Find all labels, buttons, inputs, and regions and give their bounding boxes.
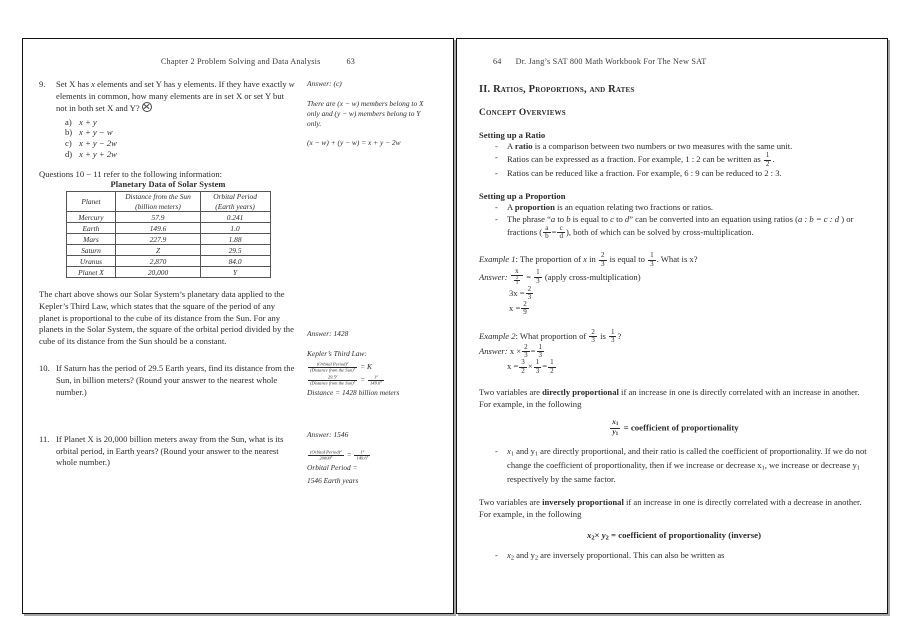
direct-p-pre: Two variables are (479, 386, 543, 397)
ex2-qf2-den: 3 (610, 335, 615, 344)
question-11 (39, 434, 297, 469)
ex1-qf1-num: 2 (600, 251, 605, 260)
choice-d-expr: x + y + 2w (79, 148, 117, 159)
direct-eq-den (610, 428, 620, 437)
q11-eq-lden (308, 455, 344, 461)
example-1-answer-line-2 (479, 286, 869, 301)
q10-eq2-rden (368, 380, 384, 386)
table-row (66, 234, 270, 245)
ex2-q-fraction-1 (589, 329, 597, 344)
inverse-eq-x: x (586, 529, 592, 540)
q10-eq1-rhs: = K (360, 362, 372, 371)
cell-distance: 149.6 (116, 223, 200, 234)
inverse-b-s3: are inversely proportional. This can also be written as (538, 550, 725, 561)
ex1-l1-fnum: x (515, 266, 519, 275)
direct-b-s4: , we increase or decrease y (764, 459, 857, 470)
inverse-b-x2: x (507, 550, 511, 561)
prop-b2-b: b (566, 213, 571, 224)
prop-b2-ratio: a : b = c : d (797, 213, 840, 224)
ex1-q-pre: : The proportion of (515, 254, 584, 265)
prop-b2-fraction-2 (557, 225, 565, 240)
choice-c[interactable] (65, 138, 297, 149)
cell-period: 0.241 (200, 212, 270, 223)
q10-eq1-fraction (308, 362, 357, 373)
right-page (456, 38, 888, 614)
header-period-l2: (Earth years) (215, 201, 255, 211)
q10-eq1-num-text: (Orbital Period) (316, 360, 347, 366)
question-9-text (56, 79, 297, 115)
ex2-l2-f3-num: 1 (550, 358, 554, 367)
inverse-proportion-paragraph (479, 497, 869, 521)
direct-p-bold: directly proportional (542, 386, 619, 397)
direct-eq-rhs: = coefficient of proportionality (623, 422, 739, 433)
cell-distance: Z (116, 245, 200, 256)
ex2-l2-f2-den: 3 (535, 366, 540, 375)
prop-b2-f2-den: d (559, 232, 563, 241)
ex1-l1-rden: 3 (536, 276, 540, 285)
ex1-qf1-den: 3 (600, 259, 605, 268)
q9-answer: Answer: (c) (307, 79, 342, 88)
prop-b2-c: c (610, 213, 614, 224)
q11-eq-left-fraction (308, 450, 344, 461)
prop-b2-f1-num: a (545, 224, 549, 232)
ex2-l2-lhs: x = (507, 361, 519, 372)
inverse-eq-y: y (601, 529, 606, 540)
q11-result-line-1: Orbital Period = (307, 463, 358, 472)
ratio-b2-pre: Ratios can be expressed as a fraction. For example, 1 : 2 can be written as (507, 154, 763, 165)
q10-eq2-rnum-exp: 2 (376, 373, 378, 378)
direct-b-s3: are directly proportional, and their ratio is called the coefficient of proportionality. If we do not change the coefficient of proportionality, then if we increase or decrease x (507, 446, 867, 470)
table-row (66, 245, 270, 256)
margin-spacer-1 (307, 157, 435, 329)
q10-eq2-rden-text: 149.6 (369, 379, 381, 385)
q9-seg3: elements in common, how many elements are in set X or set Y but not in both set X and Y? (56, 90, 284, 114)
prop-b1-pre: A (507, 202, 515, 213)
ex1-l1-left-fraction (511, 268, 523, 286)
planetary-data-table (66, 191, 271, 278)
choice-b-expr: x + y − w (79, 127, 113, 138)
table-row (66, 212, 270, 223)
ratio-bullet-1 (493, 141, 869, 152)
ex2-qf1-den: 3 (591, 335, 595, 344)
ex2-l2-f2-num: 1 (535, 358, 540, 367)
ex2-l2-fraction-1 (519, 359, 527, 374)
header-period-l1: Orbital Period (213, 192, 257, 202)
ratio-b1-post: is a comparison between two numbers or two measures with the same unit. (532, 141, 793, 151)
prop-b2-s4: to (613, 213, 625, 224)
inverse-proportion-bullet-list (479, 550, 869, 564)
example-2-question (479, 329, 869, 344)
ratio-bullet-3: - Ratios can be reduced like a fraction. For example, 6 : 9 can be reduced to 2 : 3. (493, 168, 869, 179)
direct-eq-num-sub: 1 (615, 421, 619, 428)
left-main-column (39, 79, 297, 488)
direct-b-sub1: 1 (510, 450, 514, 458)
question-11-text: If Planet X is 20,000 billion meters away from the Sun, what is its orbital period, in Earth years? (Round your answer to the nearest whole number.) (56, 434, 284, 468)
left-page-folio: 63 (346, 57, 356, 66)
margin-spacer-2 (307, 400, 435, 430)
prop-b2-f1-den: b (545, 232, 549, 241)
direct-eq-fraction (610, 419, 620, 437)
choice-c-label: c) (65, 137, 72, 148)
example-1-label: Example 1 (479, 254, 516, 265)
direct-eq-num (610, 419, 620, 427)
choice-d[interactable] (65, 149, 297, 160)
q10-eq2-lden-text: (Distance from the Sun) (310, 379, 354, 385)
ex1-q-post: . What is x? (656, 254, 698, 265)
q9-seg2: elements and set Y has y elements. If they have exactly (94, 79, 289, 89)
prop-b2-s7: ), both of which can be solved by cross-multiplication. (566, 227, 754, 238)
cell-period: 1.0 (200, 223, 270, 234)
direct-b-sub4: 1 (856, 464, 860, 472)
table-row (66, 256, 270, 267)
right-page-folio: 64 (493, 57, 502, 66)
direct-b-s2: and y (513, 446, 535, 457)
ratio-b1-pre: A (507, 141, 515, 151)
ratio-bullet-list (479, 141, 869, 179)
q10-law-title: Kepler’s Third Law: (307, 349, 367, 358)
direct-eq-num-var: x (612, 418, 616, 427)
header-planet: Planet (66, 192, 116, 212)
ex1-l3-lhs: x = (509, 303, 521, 314)
inverse-b-sub2: 2 (534, 554, 539, 562)
ex1-q-mid2: is equal to (607, 254, 648, 265)
q10-equation-1 (307, 361, 435, 373)
ex2-q-fraction-2 (609, 329, 617, 344)
q11-eq-rden (354, 455, 370, 461)
proportion-bullet-1 (493, 202, 869, 213)
example-1-answer-line-1 (479, 268, 869, 286)
cell-distance: 227.9 (116, 234, 200, 245)
ex1-l3-fraction (521, 301, 529, 316)
ratio-bullet-2 (493, 152, 869, 167)
ratio-b2-num: 1 (765, 151, 770, 160)
q10-eq2-rnum-text: 1 (373, 373, 377, 379)
choice-d-label: d) (65, 148, 73, 159)
q11-eq-lnum (308, 450, 344, 455)
inverse-b-sub1: 2 (510, 554, 514, 562)
ratio-b2-fraction (764, 151, 775, 168)
ex2-l1-f1-num: 2 (524, 342, 528, 351)
direct-proportion-equation (479, 419, 869, 437)
cell-distance: 2,870 (116, 256, 200, 267)
direct-proportion-paragraph (479, 387, 869, 411)
inverse-bullet-1 (493, 550, 869, 564)
q11-eq-rden-exp: 3 (366, 454, 369, 459)
left-running-head-chapter: Chapter 2 Problem Solving and Data Analysis (160, 57, 321, 66)
left-page-body (39, 79, 437, 488)
prop-b2-fraction-1 (543, 225, 551, 240)
q10-work (307, 348, 435, 399)
left-margin-notes-column (297, 79, 435, 488)
q11-work (307, 449, 435, 487)
header-distance-l2: (billion meters) (135, 201, 181, 211)
example-1 (479, 252, 869, 316)
inverse-b-s2: and y (513, 550, 535, 561)
kepler-paragraph: The chart above shows our Solar System’s planetary data applied to the Kepler’s Third Law, which states that the square of the period of any planet is proportional to the cube of its distance from the Sun. For any planets in the Solar System, the square of the orbital period divided by the cube of its distance from the Sun should be a constant. (39, 289, 294, 346)
ex2-l1-eq: = (530, 346, 536, 357)
q11-eq-lnum-exp: 2 (340, 448, 342, 453)
q10-eq2-right-fraction (368, 375, 384, 386)
choice-b[interactable] (65, 127, 297, 138)
direct-eq-den-var: y (612, 427, 616, 436)
cell-planet: Earth (66, 223, 116, 234)
ratio-b2-den: 2 (765, 159, 770, 168)
example-2 (479, 329, 869, 375)
ex2-l2-f1-den: 2 (521, 366, 525, 375)
cell-period: 29.5 (200, 245, 270, 256)
question-9 (39, 79, 297, 115)
example-1-answer-line-3 (479, 301, 869, 316)
direct-b-s5: respectively by the same factor. (507, 473, 616, 484)
cell-planet: Planet X (66, 267, 116, 278)
ex2-l2-fraction-3 (548, 359, 556, 374)
table-row (66, 267, 270, 278)
example-2-answer-line-2 (479, 359, 869, 374)
q10-equation-2 (307, 374, 435, 386)
q10-eq2-lden-exp: 3 (353, 379, 356, 384)
ex1-q-fraction-2 (648, 252, 656, 267)
cell-distance: 57.9 (116, 212, 200, 223)
choice-a[interactable] (65, 117, 297, 128)
prop-b2-s1: The phrase “ (507, 213, 551, 224)
ex1-qf2-num: 1 (650, 251, 654, 260)
q10-eq2-rden-exp: 3 (380, 379, 382, 384)
concept-overviews-title: Concept Overviews (479, 108, 566, 118)
inverse-p-bold: inversely proportional (542, 497, 624, 508)
choice-a-label: a) (65, 116, 72, 127)
q10-eq2-equals: = (360, 375, 366, 384)
prop-b2-s2: to (555, 213, 567, 224)
ex2-l1-f2-num: 1 (538, 342, 543, 351)
ex1-l3-den: 9 (523, 308, 527, 317)
left-running-head (39, 57, 437, 71)
ex2-q-post: ? (617, 330, 622, 341)
ex1-l2-fraction (526, 286, 534, 301)
question-11-number: 11. (39, 434, 50, 445)
q10-eq1-den-exp: 3 (353, 366, 356, 371)
ratio-b2-post: . (772, 154, 775, 165)
inverse-p-pre: Two variables are (479, 497, 543, 508)
ex2-l1-lhs: x × (509, 346, 522, 357)
q10-eq1-den-text: (Distance from the Sun) (310, 366, 354, 372)
ex2-l1-f2-den: 3 (538, 351, 543, 360)
ex2-l1-fraction-1 (522, 344, 530, 359)
q11-eq-equals: = (346, 450, 352, 459)
choice-b-label: b) (65, 127, 73, 138)
ex2-l2-eq: = (542, 361, 548, 372)
ex1-l3-num: 2 (523, 300, 527, 309)
section-title: II. Ratios, Proportions, and Rates (479, 84, 635, 95)
ex2-l2-fraction-2 (534, 359, 542, 374)
q11-answer: Answer: 1546 (307, 430, 349, 439)
inverse-eq-times: × (594, 529, 600, 540)
example-2-label: Example 2 (479, 330, 516, 341)
ex1-l2-lhs: 3x = (509, 288, 525, 299)
direct-proportion-bullet-list (479, 446, 869, 485)
inverse-eq-x-sub: 2 (591, 534, 595, 542)
setting-up-ratio-heading: Setting up a Ratio (479, 130, 546, 140)
ex2-l2-times: × (527, 361, 533, 372)
strikethrough-circle-icon (142, 102, 152, 112)
direct-b-x1: x (507, 446, 511, 457)
ex2-l2-f1-num: 3 (521, 358, 525, 367)
ex2-l2-f3-den: 2 (550, 366, 554, 375)
q9-note-1: There are (x − w) members belong to X only and (y − w) members belong to Y only. (307, 99, 424, 128)
prop-b2-d: d (624, 213, 630, 224)
example-2-answer-line-1 (479, 344, 869, 359)
ex1-l1-inner-fraction (514, 276, 520, 286)
example-1-question (479, 252, 869, 267)
inverse-proportion-equation (479, 530, 869, 541)
cell-planet: Mars (66, 234, 116, 245)
direct-b-sub2: 1 (534, 450, 539, 458)
right-running-head-title: Dr. Jang’s SAT 800 Math Workbook For The New SAT (515, 57, 707, 66)
choice-a-expr: x + y (79, 116, 97, 127)
prop-b2-eq: = (551, 227, 557, 238)
ex2-qf2-num: 1 (610, 327, 615, 336)
ex1-l1-fden (511, 275, 523, 286)
cell-period: Y (200, 267, 270, 278)
ex1-l1-inner-num: 2 (515, 274, 518, 280)
cell-planet: Saturn (66, 245, 116, 256)
ex1-answer-label: Answer: (479, 271, 508, 282)
ex1-q-mid: in (586, 254, 598, 265)
cell-planet: Mercury (66, 212, 116, 223)
q11-eq-rnum-text: 1 (360, 448, 363, 454)
q11-eq-right-fraction (354, 450, 370, 461)
ratio-b1-bold: ratio (514, 141, 533, 151)
q10-eq2-lnum-exp: 2 (335, 373, 338, 378)
ex1-l1-note: (apply cross-multiplication) (544, 271, 641, 282)
prop-b2-s5: ” can be converted into an equation using ratios ( (629, 213, 798, 224)
inverse-p-post: if an increase in one is directly correlated with a decrease in another. For example, in the following (479, 497, 862, 519)
cell-planet: Uranus (66, 256, 116, 267)
q9-note-2: (x − w) + (y − w) = x + y − 2w (307, 138, 401, 147)
q11-eq-rden-text: 149.6 (356, 454, 367, 460)
q11-equation (307, 449, 435, 461)
ex1-l2-num: 2 (527, 284, 532, 293)
question-9-number: 9. (39, 79, 46, 89)
q11-eq-lnum-text: (Orbital Period) (310, 448, 341, 454)
q10-eq2-lden (308, 380, 357, 386)
prop-b1-post: is an equation relating two fractions or ratios. (554, 202, 714, 213)
q11-eq-rnum-exp: 2 (362, 448, 365, 453)
direct-bullet-1 (493, 446, 869, 485)
ex1-q-var: x (583, 254, 587, 265)
ex1-l1-right-fraction (534, 269, 542, 284)
table-row (66, 223, 270, 234)
q10-eq2-lnum-text: 29.5 (327, 373, 336, 379)
ex1-l1-eq: = (526, 271, 532, 282)
header-period (200, 192, 270, 212)
prop-b2-a: a (550, 213, 556, 224)
direct-b-sub3: 1 (761, 464, 765, 472)
q11-eq-lden-exp: 3 (330, 454, 333, 459)
q11-result-line-2: 1546 Earth years (307, 476, 359, 485)
direct-p-post: if an increase in one is directly correlated with an increase in another. For example, in the following (479, 386, 860, 409)
choice-c-expr: x + y − 2w (79, 137, 117, 148)
left-page (22, 38, 454, 614)
direct-eq-den-sub: 1 (615, 430, 619, 437)
proportion-bullet-2 (493, 214, 869, 241)
ex1-qf2-den: 3 (650, 259, 654, 268)
cell-distance: 20,000 (116, 267, 200, 278)
q11-eq-lden-text: 20000 (319, 454, 331, 460)
ex2-q-pre: : What proportion of (515, 330, 589, 341)
ex1-q-fraction-1 (599, 252, 607, 267)
prop-b2-s6: ) or fractions ( (507, 213, 854, 238)
q9-var-w: w (288, 79, 295, 89)
q10-eq1-den (308, 367, 357, 373)
q10-eq2-left-fraction (308, 375, 357, 386)
cell-period: 84.0 (200, 256, 270, 267)
inverse-eq-rhs: = coefficient of proportionality (inverse) (611, 529, 762, 540)
ex2-l1-f1-den: 3 (524, 351, 528, 360)
setting-up-proportion-heading: Setting up a Proportion (479, 191, 566, 202)
q9-var-x: x (91, 79, 95, 89)
ex2-l1-fraction-2 (537, 344, 545, 359)
prop-b2-f2-num: c (559, 224, 563, 232)
inverse-eq-y-sub: 2 (605, 534, 609, 542)
table-header-row (66, 192, 270, 212)
q10-eq1-num-exp: 2 (346, 360, 349, 365)
q10-answer: Answer: 1428 (307, 329, 349, 338)
question-9-choices (65, 117, 297, 159)
ex1-l1-rnum: 1 (536, 268, 540, 277)
prop-b1-bold: proportion (514, 202, 555, 213)
ex2-answer-label: Answer: (479, 346, 508, 357)
table-title: Planetary Data of Solar System (110, 180, 226, 190)
ex2-q-mid: is (597, 330, 608, 341)
ex2-qf1-num: 2 (591, 327, 595, 336)
ex1-l1-inner-den: 3 (515, 280, 518, 286)
proportion-bullet-list (479, 202, 869, 240)
header-distance-l1: Distance from the Sun (125, 192, 191, 202)
cell-period: 1.88 (200, 234, 270, 245)
q9-seg1: Set X has (56, 79, 92, 89)
header-distance (116, 192, 200, 212)
q10-result: Distance = 1428 billion meters (307, 388, 400, 397)
questions-10-11-intro: Questions 10 − 11 refer to the following information: (39, 169, 223, 180)
question-10 (39, 363, 297, 398)
right-running-head (479, 57, 869, 71)
ex1-l2-den: 3 (527, 293, 532, 302)
question-10-number: 10. (39, 363, 50, 374)
prop-b2-s3: is equal to (570, 213, 611, 224)
question-10-text: If Saturn has the period of 29.5 Earth years, find its distance from the Sun, in billion meters? (Round your answer to the nearest whole number.) (56, 363, 295, 397)
